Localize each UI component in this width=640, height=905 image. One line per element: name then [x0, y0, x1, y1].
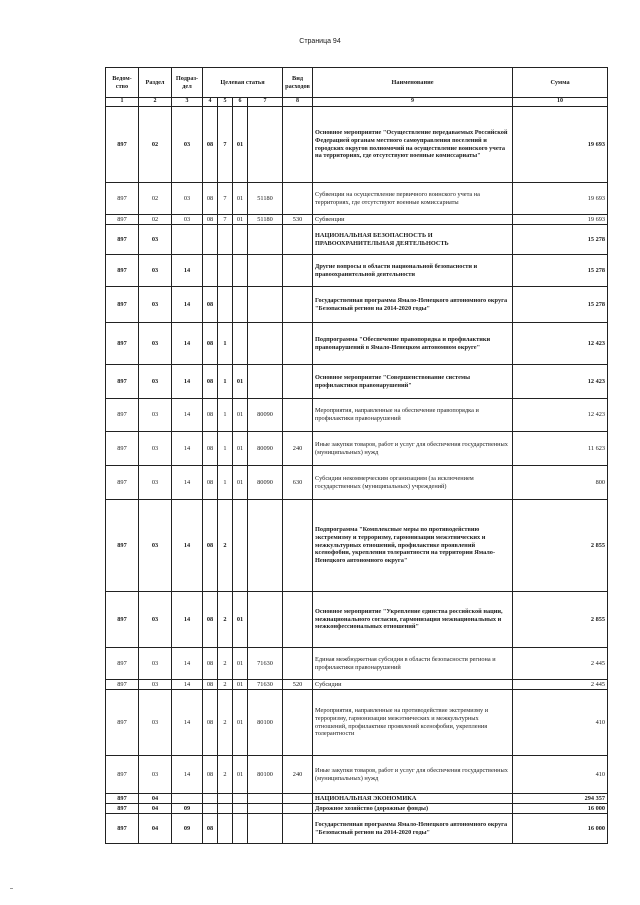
cell-sum: 2 855 [513, 592, 608, 648]
cell-sum: 19 693 [513, 107, 608, 183]
cell-ved: 897 [106, 466, 139, 500]
cell-target-event: 01 [233, 756, 248, 794]
header-target: Целевая статья [203, 68, 283, 98]
cell-podrazdel: 14 [172, 648, 203, 680]
cell-vid [283, 107, 313, 183]
cell-target-direction [248, 287, 283, 323]
cell-target-event: 01 [233, 680, 248, 690]
cell-podrazdel: 14 [172, 680, 203, 690]
table-row [106, 756, 608, 794]
cell-target-subprogram: 2 [218, 648, 233, 680]
cell-target-subprogram [218, 225, 233, 255]
index-cell: 6 [233, 98, 248, 107]
cell-target-subprogram [218, 287, 233, 323]
cell-sum: 19 693 [513, 215, 608, 225]
cell-target-direction [248, 814, 283, 844]
cell-target-subprogram: 2 [218, 680, 233, 690]
cell-podrazdel: 03 [172, 215, 203, 225]
index-cell: 7 [248, 98, 283, 107]
scan-mark [10, 888, 13, 889]
cell-sum: 294 357 [513, 794, 608, 804]
table-row [106, 215, 608, 225]
cell-target-direction [248, 323, 283, 365]
cell-podrazdel: 14 [172, 399, 203, 432]
cell-ved: 897 [106, 432, 139, 466]
cell-target-direction [248, 365, 283, 399]
cell-target-subprogram: 1 [218, 365, 233, 399]
cell-vid [283, 225, 313, 255]
cell-name: Иные закупки товаров, работ и услуг для обеспечения государственных (муниципальных) нужд [313, 756, 513, 794]
cell-target-event: 01 [233, 432, 248, 466]
cell-target-program: 08 [203, 500, 218, 592]
cell-target-subprogram: 2 [218, 756, 233, 794]
cell-razdel: 03 [139, 690, 172, 756]
cell-target-event [233, 255, 248, 287]
cell-sum: 12 423 [513, 399, 608, 432]
cell-podrazdel: 14 [172, 690, 203, 756]
cell-target-event: 01 [233, 215, 248, 225]
cell-podrazdel: 14 [172, 323, 203, 365]
cell-target-subprogram [218, 814, 233, 844]
cell-sum: 12 423 [513, 365, 608, 399]
table-row [106, 183, 608, 215]
cell-sum: 11 623 [513, 432, 608, 466]
table-body [106, 98, 608, 844]
cell-ved: 897 [106, 287, 139, 323]
cell-name: Дорожное хозяйство (дорожные фонды) [313, 804, 513, 814]
cell-target-program: 08 [203, 365, 218, 399]
cell-target-program: 08 [203, 287, 218, 323]
cell-ved: 897 [106, 680, 139, 690]
cell-target-event: 01 [233, 592, 248, 648]
cell-target-subprogram: 1 [218, 466, 233, 500]
cell-target-program: 08 [203, 690, 218, 756]
cell-target-event: 01 [233, 107, 248, 183]
cell-target-direction [248, 500, 283, 592]
cell-podrazdel: 14 [172, 255, 203, 287]
cell-target-direction [248, 107, 283, 183]
cell-target-subprogram [218, 804, 233, 814]
table-row [106, 690, 608, 756]
cell-podrazdel: 14 [172, 432, 203, 466]
cell-podrazdel: 14 [172, 365, 203, 399]
cell-target-event: 01 [233, 690, 248, 756]
cell-razdel: 03 [139, 365, 172, 399]
table-row [106, 814, 608, 844]
header-row [106, 68, 608, 98]
cell-target-program: 08 [203, 432, 218, 466]
cell-podrazdel: 09 [172, 814, 203, 844]
cell-target-subprogram: 1 [218, 399, 233, 432]
cell-name: Основное мероприятие "Укрепление единства российской нации, межнационального согласия, гармонизация межнациональных и межконфессиональных отношений" [313, 592, 513, 648]
cell-target-program: 08 [203, 183, 218, 215]
header-razdel: Раздел [139, 68, 172, 98]
cell-name: Субвенции на осуществление первичного воинского учета на территориях, где отсутствуют военные комиссариаты [313, 183, 513, 215]
cell-target-program: 08 [203, 399, 218, 432]
cell-target-direction: 71630 [248, 648, 283, 680]
cell-name: Другие вопросы в области национальной безопасности и правоохранительной деятельности [313, 255, 513, 287]
table-row [106, 592, 608, 648]
cell-razdel: 03 [139, 466, 172, 500]
table-row [106, 287, 608, 323]
cell-target-program [203, 804, 218, 814]
cell-vid [283, 500, 313, 592]
cell-name: Единая межбюджетная субсидия в области безопасности региона и профилактики правонарушений [313, 648, 513, 680]
cell-sum: 19 693 [513, 183, 608, 215]
cell-razdel: 03 [139, 225, 172, 255]
cell-razdel: 02 [139, 183, 172, 215]
header-sum: Сумма [513, 68, 608, 98]
header-vid: Вид расходов [283, 68, 313, 98]
cell-target-subprogram: 7 [218, 215, 233, 225]
cell-ved: 897 [106, 756, 139, 794]
cell-target-program: 08 [203, 648, 218, 680]
cell-target-subprogram: 1 [218, 323, 233, 365]
cell-sum: 2 445 [513, 680, 608, 690]
header-podrazdel: Подраз-дел [172, 68, 203, 98]
cell-target-direction: 80100 [248, 756, 283, 794]
cell-target-program: 08 [203, 814, 218, 844]
cell-target-direction: 51180 [248, 183, 283, 215]
cell-podrazdel: 14 [172, 500, 203, 592]
table-row [106, 804, 608, 814]
table-row [106, 794, 608, 804]
index-cell: 3 [172, 98, 203, 107]
page-number: Страница 94 [299, 38, 341, 45]
cell-name: Основное мероприятие "Совершенствование системы профилактики правонарушений" [313, 365, 513, 399]
column-index-row [106, 98, 608, 107]
cell-razdel: 04 [139, 794, 172, 804]
cell-target-direction [248, 592, 283, 648]
cell-sum: 16 000 [513, 814, 608, 844]
table-row [106, 323, 608, 365]
cell-ved: 897 [106, 183, 139, 215]
cell-razdel: 03 [139, 323, 172, 365]
cell-ved: 897 [106, 215, 139, 225]
table-row [106, 680, 608, 690]
cell-target-event [233, 500, 248, 592]
index-cell: 2 [139, 98, 172, 107]
cell-razdel: 03 [139, 756, 172, 794]
cell-target-program: 08 [203, 592, 218, 648]
table-row [106, 399, 608, 432]
cell-target-program [203, 255, 218, 287]
cell-target-event [233, 287, 248, 323]
cell-target-subprogram [218, 794, 233, 804]
table-row [106, 500, 608, 592]
cell-name: Иные закупки товаров, работ и услуг для обеспечения государственных (муниципальных) нужд [313, 432, 513, 466]
cell-razdel: 02 [139, 107, 172, 183]
cell-ved: 897 [106, 690, 139, 756]
cell-vid: 530 [283, 215, 313, 225]
index-cell: 8 [283, 98, 313, 107]
cell-target-subprogram: 2 [218, 690, 233, 756]
cell-name: Мероприятия, направленные на обеспечение правопорядка и профилактики правонарушений [313, 399, 513, 432]
cell-target-program: 08 [203, 756, 218, 794]
cell-target-event: 01 [233, 648, 248, 680]
cell-razdel: 04 [139, 814, 172, 844]
cell-razdel: 03 [139, 648, 172, 680]
cell-sum: 2 855 [513, 500, 608, 592]
index-cell: 5 [218, 98, 233, 107]
cell-vid [283, 399, 313, 432]
cell-target-event: 01 [233, 399, 248, 432]
cell-target-subprogram [218, 255, 233, 287]
cell-ved: 897 [106, 323, 139, 365]
cell-target-program: 08 [203, 466, 218, 500]
cell-podrazdel: 14 [172, 466, 203, 500]
cell-vid [283, 592, 313, 648]
cell-vid [283, 814, 313, 844]
cell-name: Мероприятия, направленные на противодействие экстремизму и терроризму, гармонизации межэтнических и межкультурных отношений, профилактике проявлений ксенофобии, укрепления толерантности [313, 690, 513, 756]
cell-podrazdel: 14 [172, 756, 203, 794]
cell-sum: 410 [513, 690, 608, 756]
table-row [106, 225, 608, 255]
cell-podrazdel: 09 [172, 804, 203, 814]
cell-target-subprogram: 7 [218, 183, 233, 215]
cell-razdel: 02 [139, 215, 172, 225]
cell-podrazdel: 14 [172, 287, 203, 323]
cell-podrazdel [172, 225, 203, 255]
cell-target-program: 08 [203, 107, 218, 183]
cell-podrazdel: 03 [172, 107, 203, 183]
cell-name: НАЦИОНАЛЬНАЯ ЭКОНОМИКА [313, 794, 513, 804]
cell-target-program [203, 225, 218, 255]
cell-target-program: 08 [203, 215, 218, 225]
cell-target-subprogram: 7 [218, 107, 233, 183]
cell-sum: 800 [513, 466, 608, 500]
cell-vid: 240 [283, 432, 313, 466]
cell-sum: 2 445 [513, 648, 608, 680]
cell-vid [283, 287, 313, 323]
cell-vid: 520 [283, 680, 313, 690]
cell-target-direction: 51180 [248, 215, 283, 225]
cell-target-event [233, 323, 248, 365]
cell-sum: 410 [513, 756, 608, 794]
cell-target-subprogram: 2 [218, 592, 233, 648]
cell-razdel: 03 [139, 592, 172, 648]
cell-vid [283, 323, 313, 365]
cell-vid [283, 794, 313, 804]
table-row [106, 365, 608, 399]
cell-target-direction [248, 225, 283, 255]
cell-target-direction [248, 794, 283, 804]
cell-ved: 897 [106, 648, 139, 680]
cell-target-event: 01 [233, 466, 248, 500]
cell-name: Подпрограмма "Комплексные меры по противодействию экстремизму и терроризму, гармонизации межэтнических и межкультурных отношений, профилактике проявлений ксенофобии, укрепления толерантности на территории Ямало-Ненецкого автономного округа" [313, 500, 513, 592]
cell-target-event [233, 225, 248, 255]
cell-razdel: 03 [139, 500, 172, 592]
table-row [106, 648, 608, 680]
cell-podrazdel [172, 794, 203, 804]
cell-target-direction: 80090 [248, 399, 283, 432]
cell-name: Субсидии некоммерческим организациям (за исключением государственных (муниципальных) учреждений) [313, 466, 513, 500]
cell-target-program [203, 794, 218, 804]
index-cell: 4 [203, 98, 218, 107]
header-name: Наименование [313, 68, 513, 98]
cell-sum: 16 000 [513, 804, 608, 814]
cell-ved: 897 [106, 399, 139, 432]
cell-target-subprogram: 2 [218, 500, 233, 592]
cell-vid [283, 648, 313, 680]
cell-vid [283, 183, 313, 215]
cell-target-direction [248, 804, 283, 814]
cell-ved: 897 [106, 592, 139, 648]
cell-target-event [233, 814, 248, 844]
table-row [106, 466, 608, 500]
table-row [106, 255, 608, 287]
cell-ved: 897 [106, 814, 139, 844]
cell-sum: 15 278 [513, 287, 608, 323]
cell-ved: 897 [106, 255, 139, 287]
cell-razdel: 03 [139, 399, 172, 432]
cell-name: Субсидии [313, 680, 513, 690]
cell-podrazdel: 14 [172, 592, 203, 648]
cell-vid [283, 690, 313, 756]
cell-name: Субвенции [313, 215, 513, 225]
cell-target-program: 08 [203, 323, 218, 365]
table-row [106, 432, 608, 466]
index-cell: 1 [106, 98, 139, 107]
cell-target-event [233, 804, 248, 814]
table-row [106, 107, 608, 183]
cell-target-subprogram: 1 [218, 432, 233, 466]
cell-name: НАЦИОНАЛЬНАЯ БЕЗОПАСНОСТЬ И ПРАВООХРАНИТЕЛЬНАЯ ДЕЯТЕЛЬНОСТЬ [313, 225, 513, 255]
header-ved: Ведом-ство [106, 68, 139, 98]
cell-ved: 897 [106, 225, 139, 255]
cell-name: Государственная программа Ямало-Ненецкого автономного округа "Безопасный регион на 2014-2020 годы" [313, 287, 513, 323]
cell-vid [283, 365, 313, 399]
cell-target-direction: 80090 [248, 432, 283, 466]
index-cell: 10 [513, 98, 608, 107]
cell-razdel: 03 [139, 432, 172, 466]
cell-target-direction [248, 255, 283, 287]
index-cell: 9 [313, 98, 513, 107]
cell-razdel: 04 [139, 804, 172, 814]
cell-razdel: 03 [139, 255, 172, 287]
cell-target-direction: 80100 [248, 690, 283, 756]
cell-name: Основное мероприятие "Осуществление передаваемых Российской Федерацией органам местного самоуправления поселений и городских округов полномочий на осуществление воинского учета на территориях, где отсутствуют военные комиссариаты" [313, 107, 513, 183]
cell-razdel: 03 [139, 680, 172, 690]
cell-razdel: 03 [139, 287, 172, 323]
cell-target-direction: 71630 [248, 680, 283, 690]
cell-podrazdel: 03 [172, 183, 203, 215]
cell-target-direction: 80090 [248, 466, 283, 500]
cell-target-event: 01 [233, 365, 248, 399]
cell-vid: 240 [283, 756, 313, 794]
cell-ved: 897 [106, 794, 139, 804]
cell-sum: 15 278 [513, 225, 608, 255]
budget-table [105, 67, 608, 844]
cell-vid [283, 804, 313, 814]
cell-target-event: 01 [233, 183, 248, 215]
cell-name: Подпрограмма "Обеспечение правопорядка и профилактики правонарушений в Ямало-Ненецком автономном округе" [313, 323, 513, 365]
cell-sum: 12 423 [513, 323, 608, 365]
cell-ved: 897 [106, 365, 139, 399]
cell-ved: 897 [106, 107, 139, 183]
cell-vid [283, 255, 313, 287]
cell-ved: 897 [106, 500, 139, 592]
cell-target-event [233, 794, 248, 804]
cell-ved: 897 [106, 804, 139, 814]
cell-target-program: 08 [203, 680, 218, 690]
cell-name: Государственная программа Ямало-Ненецкого автономного округа "Безопасный регион на 2014-2020 годы" [313, 814, 513, 844]
cell-sum: 15 278 [513, 255, 608, 287]
cell-vid: 630 [283, 466, 313, 500]
